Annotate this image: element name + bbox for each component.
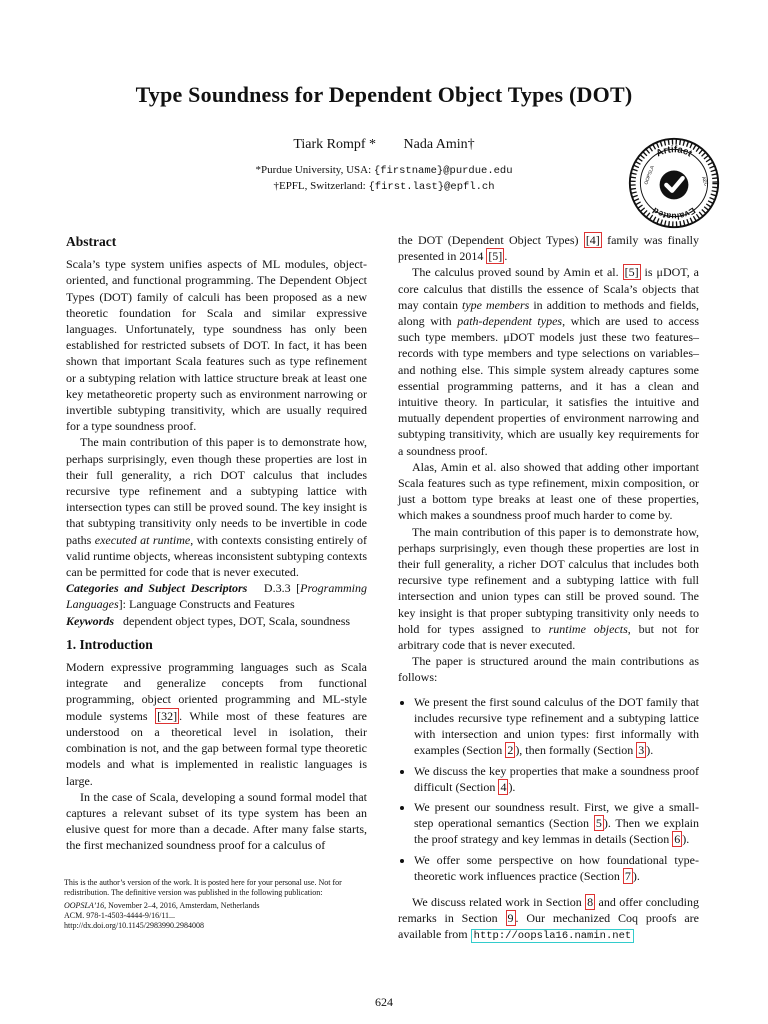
footnote-notice: This is the author’s version of the work. It is posted here for your personal use. Not for redistribution. The definitive version was published in the following publication:: [64, 878, 342, 897]
citation-link-4[interactable]: [4]: [585, 233, 600, 247]
section-link-7[interactable]: 7: [624, 868, 631, 883]
right-paragraph-3: The main contribution of this paper is to demonstrate how, perhaps surprisingly, even though these properties are lost in their full generality, a richer DOT calculus that includes both recursive type refinement and a subtyping lattice with full intersection and union types can still be proved sound. The key insight is that proper subtyping transitivity only needs to hold for types assigned to runtime objects, but not for arbitrary code that is never executed.: [398, 524, 699, 653]
keywords: Keywords dependent object types, DOT, Scala, soundness: [66, 613, 351, 628]
badge-top-text: Artifact: [654, 144, 694, 160]
abstract-paragraph-1: Scala’s type system unifies aspects of ML modules, object-oriented, and functional programming. The Dependent Object Types (DOT) family of calculi has been proposed as a new theoretic foundation for Scala and similar expressive languages. Unfortunately, type soundness has only been established for restricted subsets of DOT. In fact, it has been shown that important Scala features such as type refinement or a subtyping relation with lattice structure break at least one key metatheoretic property such as environment narrowing or invertible subtyping transitivity, which are usually required for a type soundness proof.: [66, 257, 367, 434]
section-link-2[interactable]: 2: [507, 743, 514, 758]
right-paragraph-4: The paper is structured around the main contributions as follows:: [398, 654, 699, 685]
section-link-9[interactable]: 9: [507, 911, 514, 926]
footnote-conference: OOPSLA’16, November 2–4, 2016, Amsterdam, Netherlands: [64, 901, 260, 910]
abstract-heading: Abstract: [66, 234, 117, 249]
intro-paragraph-1: Modern expressive programming languages such as Scala integrate and generalize concepts from functional programming, object oriented programming and ML-style module systems [32] . While most of these features are understood on a theoretical level in isolation, their combination is not, and the gap between formal type theoretic models and what is implemented in realistic languages is large.: [66, 660, 368, 788]
footnote-doi-link[interactable]: http://dx.doi.org/10.1145/2983990.2984008: [64, 921, 205, 930]
citation-link-32[interactable]: [32]: [157, 708, 178, 723]
author-amin: Nada Amin†: [403, 137, 475, 152]
footnote-acm: ACM. 978-1-4503-4444-9/16/11...: [64, 911, 176, 920]
section-link-5[interactable]: 5: [595, 816, 602, 831]
right-column: [398, 232, 699, 945]
badge-left-text: OOPSLA: [644, 165, 656, 186]
badge-bottom-text: Evaluated: [650, 205, 698, 222]
section-link-4[interactable]: 4: [500, 779, 507, 794]
list-item: • We present the first sound calculus of the DOT family that includes recursive type refinement and a subtyping lattice with intersection and union types: first informally with examples (Section 2 ), then formally (Section 3 ).: [414, 694, 699, 759]
author-rompf: Tiark Rompf *: [293, 137, 377, 152]
affiliation-purdue-email: {firstname}@purdue.edu: [373, 165, 513, 177]
affiliation-epfl-label: †EPFL, Switzerland:: [273, 180, 369, 192]
affiliation-purdue-label: *Purdue University, USA:: [255, 164, 374, 176]
citation-link-5b[interactable]: [5]: [624, 265, 639, 280]
page-number: 624: [375, 995, 393, 1009]
right-paragraph-1: The calculus proved sound by Amin et al. [5] is μDOT, a core calculus that distills the essence of Scala’s objects that may contain type members in addition to methods and fields, along with path-dependent types, which are used to access such type members. μDOT models just these two features–records with type members and type selections on variables–and nothing else. This simple system already captures some essential programming patterns, and it has a clean and intuitive theory. In particular, it satisfies the intuitive and mutually dependent properties of environment narrowing and subtyping transitivity, which are usually key requirements for a soundness proof.: [398, 265, 700, 458]
section-link-3[interactable]: 3: [638, 743, 645, 758]
citation-link-5[interactable]: [5]: [488, 249, 503, 264]
right-paragraph-0: the DOT (Dependent Object Types) [4] family was finally presented in 2014 [5] .: [398, 233, 700, 264]
categories-descriptors: Categories and Subject Descriptors D.3.3 [Programming Languages]: Language Constructs and Features: [66, 581, 368, 612]
copyright-footnote: [64, 878, 370, 931]
list-item: • We offer some perspective on how foundational type-theoretic work influences practice (Section 7 ).: [414, 852, 699, 884]
affiliation-epfl-email: {first.last}@epfl.ch: [368, 181, 495, 193]
badge-right-text: AEC: [699, 176, 709, 188]
section-link-8[interactable]: 8: [587, 894, 594, 909]
list-item: • We present our soundness result. First, we give a small-step operational semantics (Section 5 ). Then we explain the proof strategy and key lemmas in details (Section 6 ).: [414, 799, 699, 848]
right-paragraph-5: We discuss related work in Section 8 and offer concluding remarks in Section 9 . Our mechanized Coq proofs are available from http://oopsla16.namin.net: [398, 894, 699, 943]
paper-title: Type Soundness for Dependent Object Types (DOT): [135, 82, 633, 107]
artifact-evaluated-badge-icon: [626, 135, 722, 231]
introduction-heading: 1. Introduction: [66, 636, 153, 652]
section-link-6[interactable]: 6: [674, 832, 681, 847]
left-column: [66, 232, 367, 854]
abstract-paragraph-2: The main contribution of this paper is to demonstrate how, perhaps surprisingly, even though these properties are lost in their full generality, a rich DOT calculus that includes recursive type refinement and a subtyping lattice with intersection types can still be proved sound. The key insight is that subtyping transitivity only needs to be invertible in code paths executed at runtime, with contexts consisting entirely of valid runtime objects, whereas inconsistent subtyping contexts can be permitted for code that is never executed.: [66, 435, 367, 580]
contributions-list: [398, 694, 699, 884]
intro-paragraph-2: In the case of Scala, developing a sound formal model that captures a relevant subset of its type system has been an elusive quest for more than a decade. After many false starts, the first mechanized soundness proof for a calculus of: [66, 789, 367, 853]
list-item: • We discuss the key properties that make a soundness proof difficult (Section 4 ).: [414, 763, 699, 795]
right-paragraph-2: Alas, Amin et al. also showed that adding other important Scala features such as type refinement, mixin composition, or just a bottom type breaks at least one of these properties, which makes a soundness proof much harder to come by.: [398, 459, 699, 523]
coq-proofs-url-link[interactable]: http://oopsla16.namin.net: [471, 929, 635, 943]
